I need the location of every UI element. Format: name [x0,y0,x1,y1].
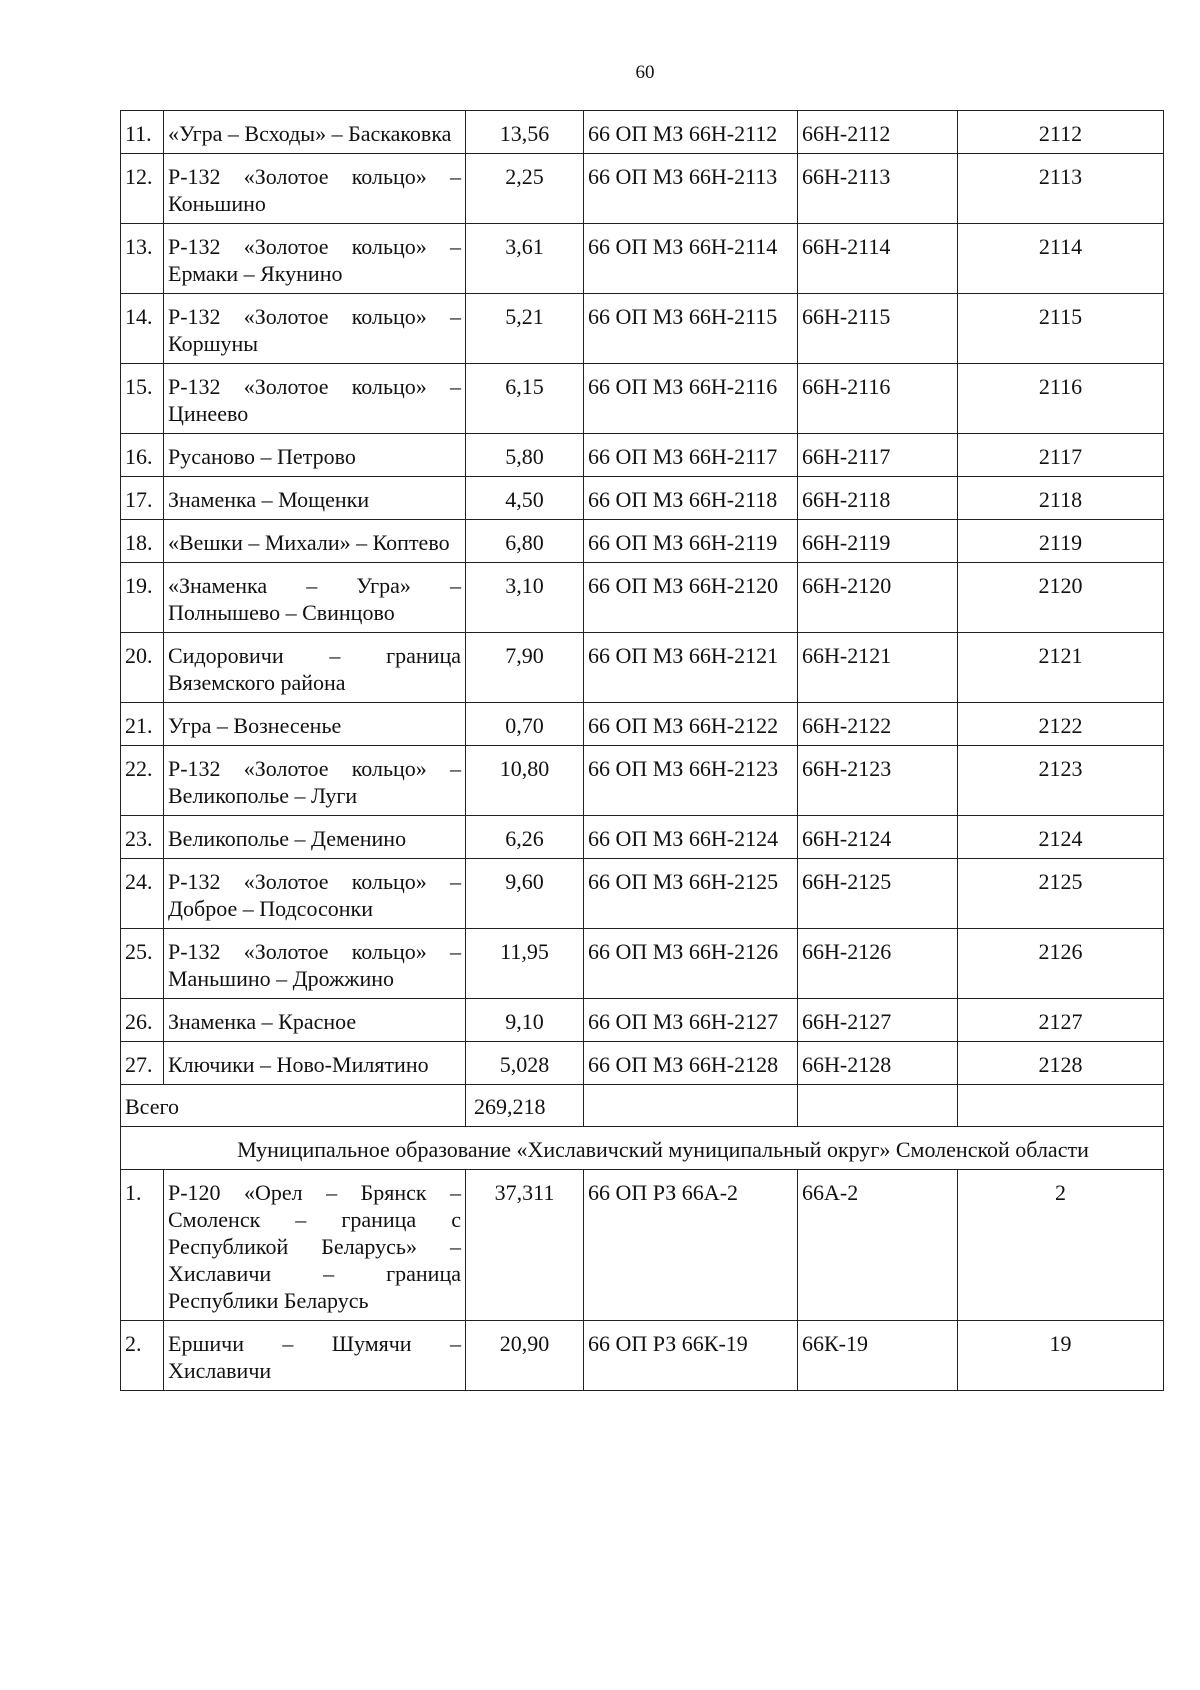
row-number: 1. [121,1170,164,1321]
road-name: Р-120 «Орел – Брянск – Смоленск – граница с Республикой Беларусь» – Хиславичи – граница Республики Беларусь [164,1170,466,1321]
road-code: 2113 [958,154,1164,224]
table-row [121,1170,1164,1321]
registration-number: 66 ОП МЗ 66Н-2113 [584,154,798,224]
empty-cell [958,1085,1164,1127]
road-name: Великополье – Деменино [164,816,466,859]
total-length: 269,218 [466,1085,584,1127]
road-length: 9,10 [466,999,584,1042]
road-length: 2,25 [466,154,584,224]
table-row [121,364,1164,434]
registration-number: 66 ОП МЗ 66Н-2116 [584,364,798,434]
road-code: 2125 [958,859,1164,929]
road-name: Р-132 «Золотое кольцо» – Коршуны [164,294,466,364]
total-label: Всего [121,1085,466,1127]
row-number: 14. [121,294,164,364]
road-name: Р-132 «Золотое кольцо» – Коньшино [164,154,466,224]
row-number: 18. [121,520,164,563]
road-code: 19 [958,1321,1164,1391]
road-name: Р-132 «Золотое кольцо» – Маньшино – Дрожжино [164,929,466,999]
registration-number: 66 ОП МЗ 66Н-2123 [584,746,798,816]
road-length: 3,10 [466,563,584,633]
road-name: Знаменка – Красное [164,999,466,1042]
road-code: 2121 [958,633,1164,703]
road-length: 6,26 [466,816,584,859]
road-length: 13,56 [466,111,584,154]
road-code: 2112 [958,111,1164,154]
road-index: 66Н-2115 [798,294,958,364]
road-name: «Знаменка – Угра» – Полнышево – Свинцово [164,563,466,633]
road-length: 11,95 [466,929,584,999]
road-length: 5,21 [466,294,584,364]
road-index: 66Н-2124 [798,816,958,859]
row-number: 17. [121,477,164,520]
table-row [121,999,1164,1042]
registration-number: 66 ОП МЗ 66Н-2124 [584,816,798,859]
road-code: 2118 [958,477,1164,520]
row-number: 21. [121,703,164,746]
road-name: «Вешки – Михали» – Коптево [164,520,466,563]
road-name: Знаменка – Мощенки [164,477,466,520]
table-row [121,929,1164,999]
row-number: 24. [121,859,164,929]
road-length: 37,311 [466,1170,584,1321]
row-number: 23. [121,816,164,859]
table-row [121,294,1164,364]
registration-number: 66 ОП МЗ 66Н-2125 [584,859,798,929]
table-row [121,859,1164,929]
row-number: 22. [121,746,164,816]
road-index: 66Н-2122 [798,703,958,746]
road-index: 66Н-2119 [798,520,958,563]
row-number: 11. [121,111,164,154]
table-row [121,111,1164,154]
road-index: 66Н-2118 [798,477,958,520]
registration-number: 66 ОП РЗ 66А-2 [584,1170,798,1321]
road-index: 66Н-2116 [798,364,958,434]
road-code: 2122 [958,703,1164,746]
row-number: 27. [121,1042,164,1085]
page-number: 60 [635,62,655,83]
table-row [121,703,1164,746]
road-name: Р-132 «Золотое кольцо» – Великополье – Луги [164,746,466,816]
road-code: 2127 [958,999,1164,1042]
table-row [121,224,1164,294]
table-row [121,563,1164,633]
road-code: 2126 [958,929,1164,999]
registration-number: 66 ОП МЗ 66Н-2126 [584,929,798,999]
road-length: 5,028 [466,1042,584,1085]
table-row [121,477,1164,520]
registration-number: 66 ОП МЗ 66Н-2121 [584,633,798,703]
road-length: 20,90 [466,1321,584,1391]
road-name: Р-132 «Золотое кольцо» – Доброе – Подсосонки [164,859,466,929]
row-number: 20. [121,633,164,703]
road-length: 6,80 [466,520,584,563]
registration-number: 66 ОП МЗ 66Н-2127 [584,999,798,1042]
row-number: 13. [121,224,164,294]
road-length: 5,80 [466,434,584,477]
empty-cell [584,1085,798,1127]
roads-table [120,110,1164,1391]
table-row [121,633,1164,703]
row-number: 16. [121,434,164,477]
section-row [121,1127,1164,1170]
road-code: 2114 [958,224,1164,294]
road-index: 66Н-2114 [798,224,958,294]
road-length: 9,60 [466,859,584,929]
road-length: 3,61 [466,224,584,294]
road-length: 0,70 [466,703,584,746]
table-row [121,1042,1164,1085]
road-index: 66Н-2121 [798,633,958,703]
total-row [121,1085,1164,1127]
road-index: 66Н-2117 [798,434,958,477]
table-row [121,746,1164,816]
empty-cell [798,1085,958,1127]
registration-number: 66 ОП МЗ 66Н-2115 [584,294,798,364]
row-number: 15. [121,364,164,434]
road-index: 66Н-2125 [798,859,958,929]
registration-number: 66 ОП РЗ 66К-19 [584,1321,798,1391]
road-index: 66Н-2120 [798,563,958,633]
registration-number: 66 ОП МЗ 66Н-2118 [584,477,798,520]
road-index: 66Н-2113 [798,154,958,224]
road-code: 2128 [958,1042,1164,1085]
road-name: Р-132 «Золотое кольцо» – Цинеево [164,364,466,434]
road-name: Ершичи – Шумячи – Хиславичи [164,1321,466,1391]
road-name: «Угра – Всходы» – Баскаковка [164,111,466,154]
road-code: 2123 [958,746,1164,816]
road-name: Русаново – Петрово [164,434,466,477]
table-row [121,816,1164,859]
road-index: 66Н-2126 [798,929,958,999]
road-code: 2115 [958,294,1164,364]
row-number: 2. [121,1321,164,1391]
registration-number: 66 ОП МЗ 66Н-2117 [584,434,798,477]
road-length: 7,90 [466,633,584,703]
road-code: 2116 [958,364,1164,434]
road-index: 66Н-2123 [798,746,958,816]
row-number: 19. [121,563,164,633]
road-index: 66Н-2127 [798,999,958,1042]
road-length: 10,80 [466,746,584,816]
row-number: 12. [121,154,164,224]
registration-number: 66 ОП МЗ 66Н-2112 [584,111,798,154]
road-code: 2120 [958,563,1164,633]
road-length: 6,15 [466,364,584,434]
registration-number: 66 ОП МЗ 66Н-2122 [584,703,798,746]
registration-number: 66 ОП МЗ 66Н-2128 [584,1042,798,1085]
row-number: 25. [121,929,164,999]
road-code: 2 [958,1170,1164,1321]
table-row [121,520,1164,563]
registration-number: 66 ОП МЗ 66Н-2119 [584,520,798,563]
road-code: 2124 [958,816,1164,859]
table-row [121,434,1164,477]
section-title: Муниципальное образование «Хиславичский муниципальный округ» Смоленской области [121,1127,1164,1170]
registration-number: 66 ОП МЗ 66Н-2120 [584,563,798,633]
road-index: 66К-19 [798,1321,958,1391]
road-code: 2119 [958,520,1164,563]
road-index: 66Н-2128 [798,1042,958,1085]
road-index: 66А-2 [798,1170,958,1321]
road-length: 4,50 [466,477,584,520]
road-code: 2117 [958,434,1164,477]
road-index: 66Н-2112 [798,111,958,154]
row-number: 26. [121,999,164,1042]
table-row [121,1321,1164,1391]
road-name: Р-132 «Золотое кольцо» – Ермаки – Якунино [164,224,466,294]
table-row [121,154,1164,224]
registration-number: 66 ОП МЗ 66Н-2114 [584,224,798,294]
road-name: Угра – Вознесенье [164,703,466,746]
road-name: Сидоровичи – граница Вяземского района [164,633,466,703]
road-name: Ключики – Ново-Милятино [164,1042,466,1085]
